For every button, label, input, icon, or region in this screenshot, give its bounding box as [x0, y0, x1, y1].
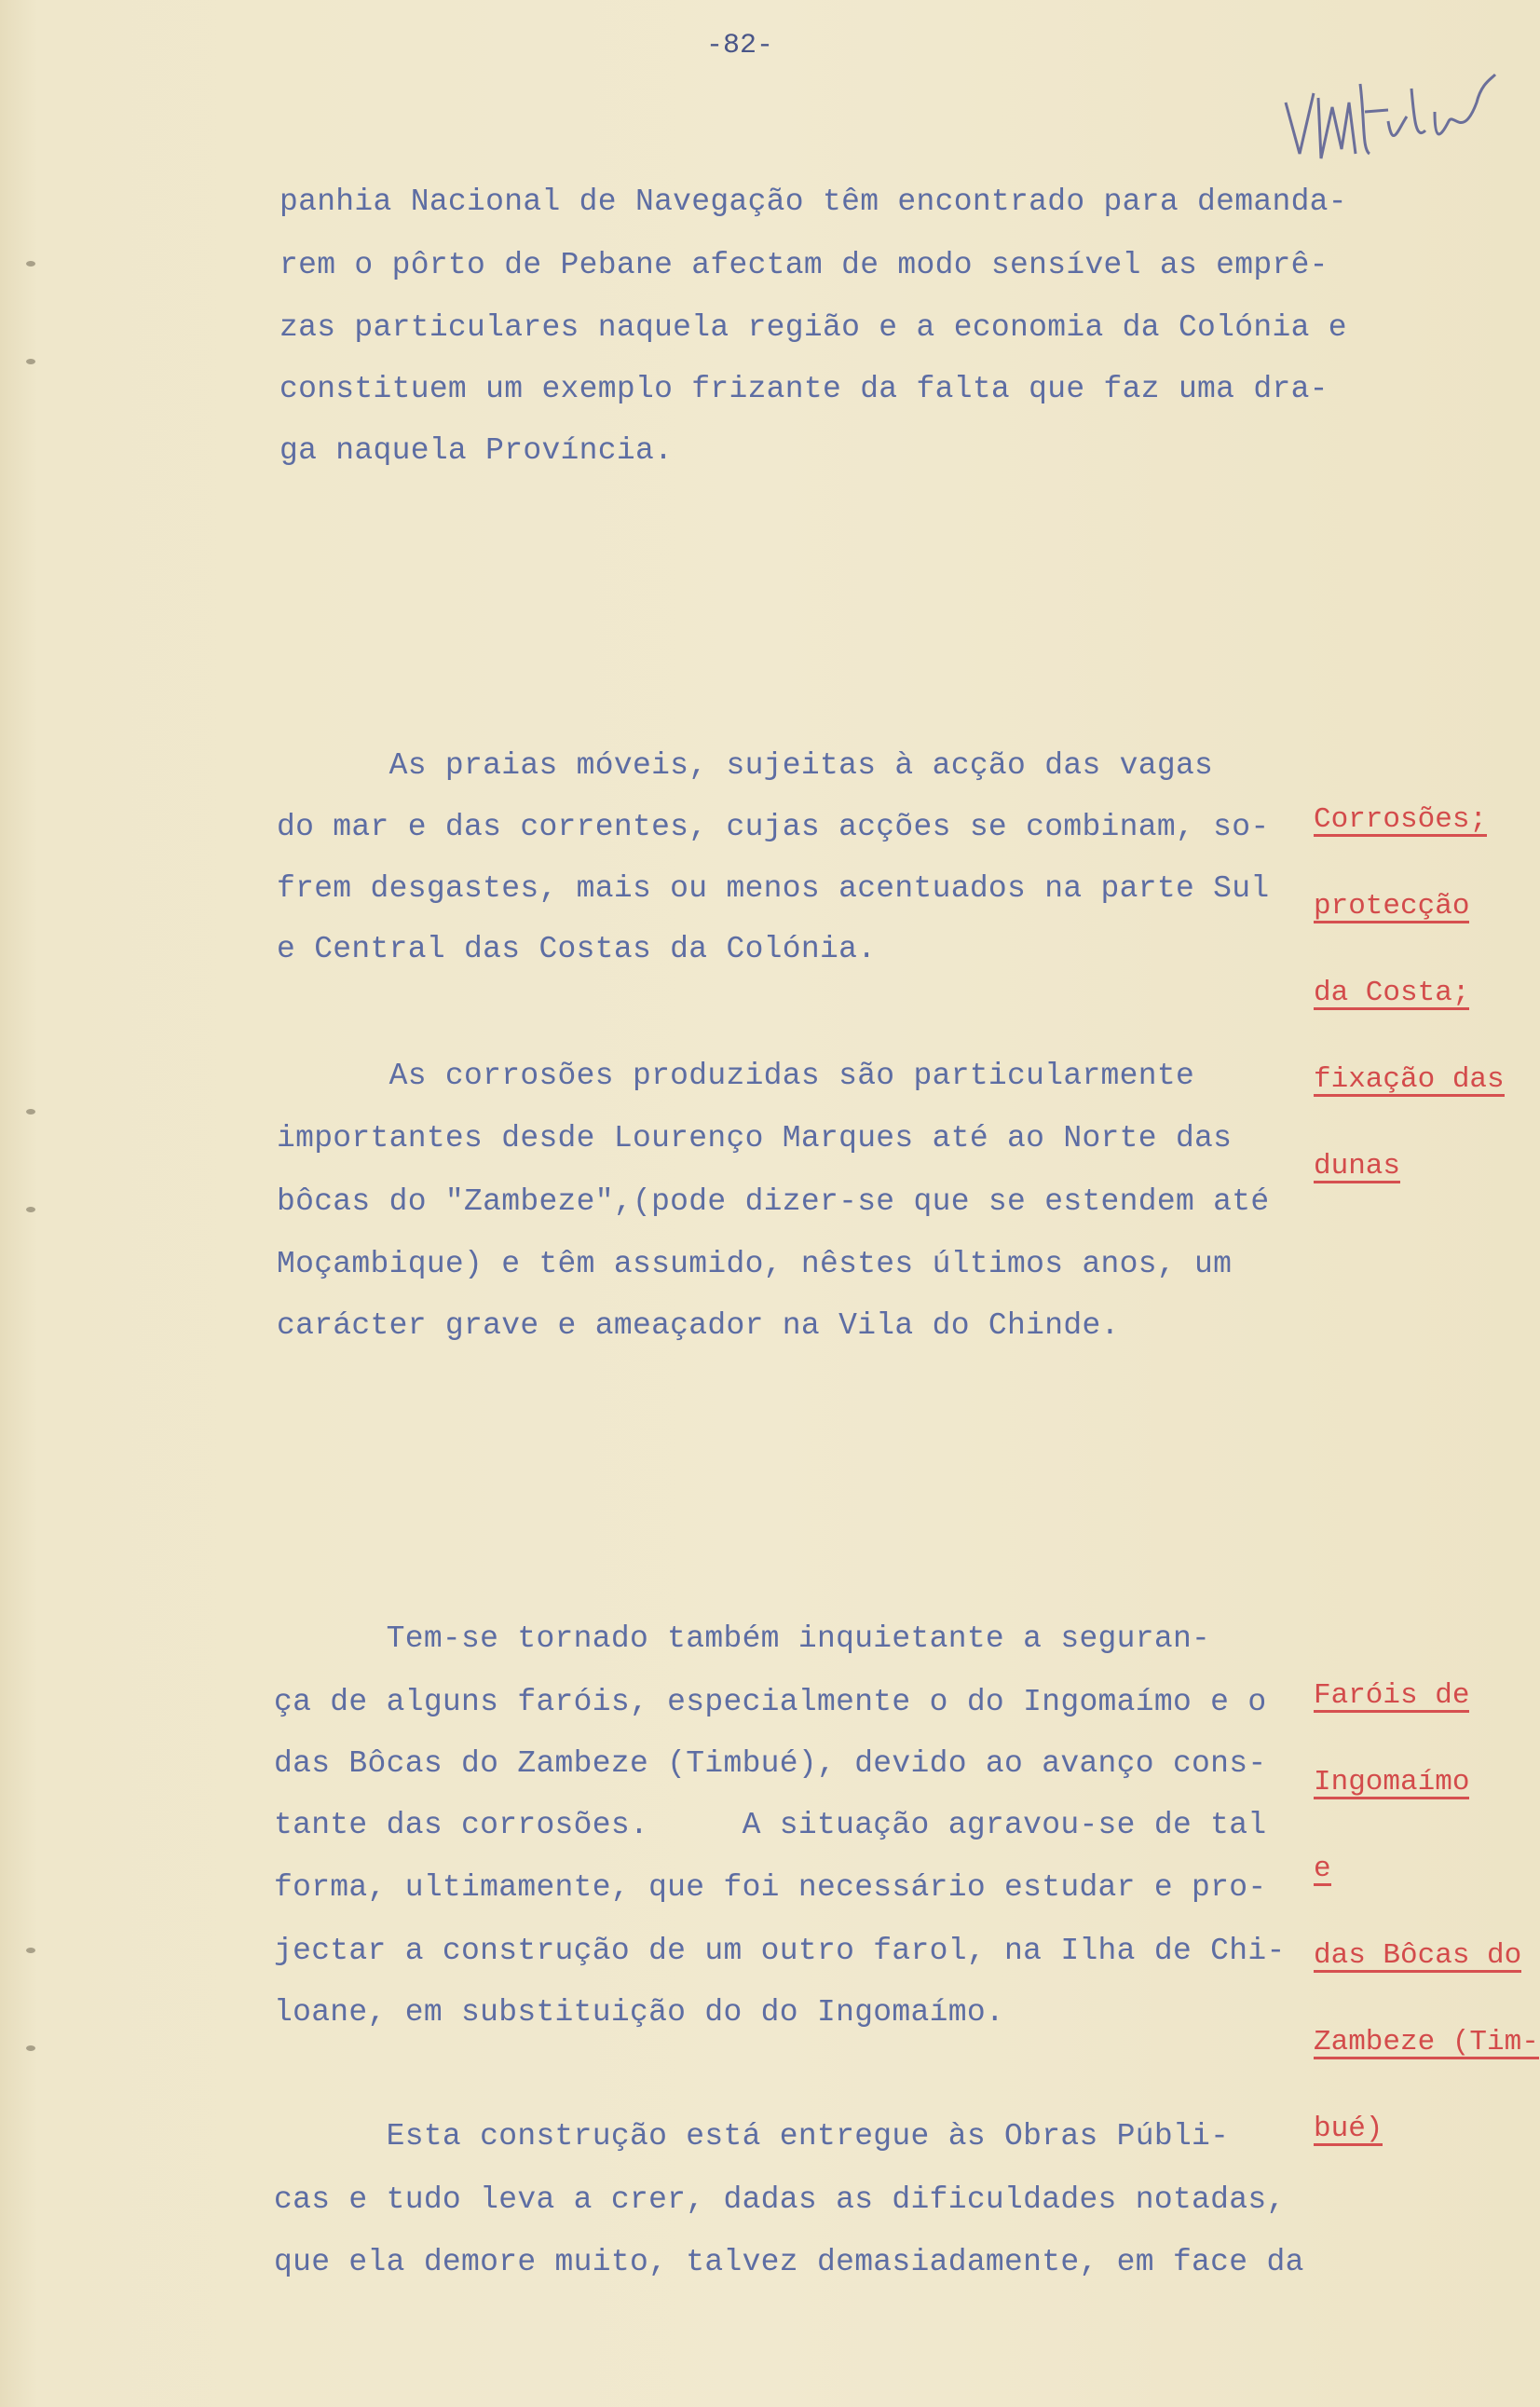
note-line: e — [1314, 1853, 1331, 1885]
binding-hole — [26, 2045, 35, 2051]
margin-note-farois — [1314, 1626, 1539, 2174]
note-line: Ingomaímo — [1314, 1766, 1470, 1798]
text-line: das Bôcas do Zambeze (Timbué), devido ao avanço cons- — [274, 1746, 1267, 1781]
binding-hole — [26, 1109, 35, 1115]
note-line: fixação das — [1314, 1063, 1505, 1096]
text-line: ça de alguns faróis, especialmente o do Ingomaímo e o — [274, 1685, 1267, 1719]
text-line: frem desgastes, mais ou menos acentuados na parte Sul — [277, 871, 1270, 906]
text-line: cas e tudo leva a crer, dadas as dificuldades notadas, — [274, 2182, 1286, 2217]
text-line: As corrosões produzidas são particularmente — [277, 1059, 1195, 1093]
text-line: bôcas do "Zambeze",(pode dizer-se que se estendem até — [277, 1184, 1270, 1219]
signature — [1276, 65, 1500, 186]
text-line: rem o pôrto de Pebane afectam de modo sensível as emprê- — [279, 248, 1329, 282]
binding-hole — [26, 359, 35, 364]
text-line: As praias móveis, sujeitas à acção das vagas — [277, 748, 1214, 783]
text-line: jectar a construção de um outro farol, na Ilha de Chi- — [274, 1934, 1286, 1968]
note-line: dunas — [1314, 1150, 1401, 1183]
binding-hole — [26, 1207, 35, 1212]
text-line: Tem-se tornado também inquietante a seguran- — [274, 1621, 1211, 1656]
note-line: protecção — [1314, 890, 1470, 923]
text-line: ga naquela Província. — [279, 433, 674, 468]
text-line: loane, em substituição do do Ingomaímo. — [274, 1995, 1005, 2030]
text-line: do mar e das correntes, cujas acções se combinam, so- — [277, 810, 1270, 844]
text-line: importantes desde Lourenço Marques até ao Norte das — [277, 1121, 1233, 1156]
margin-note-corrosoes — [1314, 750, 1505, 1211]
text-line: que ela demore muito, talvez demasiadamente, em face da — [274, 2245, 1304, 2279]
text-line: panhia Nacional de Navegação têm encontrado para demanda- — [279, 185, 1347, 219]
page-number: -82- — [706, 30, 774, 62]
text-line: tante das corrosões. A situação agravou-se de tal — [274, 1808, 1267, 1842]
binding-hole — [26, 1948, 35, 1953]
note-line: da Costa; — [1314, 977, 1470, 1009]
text-line: forma, ultimamente, que foi necessário estudar e pro- — [274, 1870, 1267, 1905]
note-line: Faróis de — [1314, 1679, 1470, 1712]
text-line: carácter grave e ameaçador na Vila do Chinde. — [277, 1308, 1120, 1343]
text-line: zas particulares naquela região e a economia da Colónia e — [279, 310, 1347, 345]
text-line: Moçambique) e têm assumido, nêstes últimos anos, um — [277, 1247, 1233, 1281]
text-line: e Central das Costas da Colónia. — [277, 932, 877, 966]
note-line: das Bôcas do — [1314, 1939, 1522, 1972]
text-line: constituem um exemplo frizante da falta que faz uma dra- — [279, 372, 1329, 406]
note-line: Corrosões; — [1314, 803, 1488, 836]
binding-hole — [26, 261, 35, 267]
note-line: bué) — [1314, 2113, 1383, 2145]
text-line: Esta construção está entregue às Obras Públi- — [274, 2119, 1230, 2154]
note-line: Zambeze (Tim- — [1314, 2026, 1539, 2058]
